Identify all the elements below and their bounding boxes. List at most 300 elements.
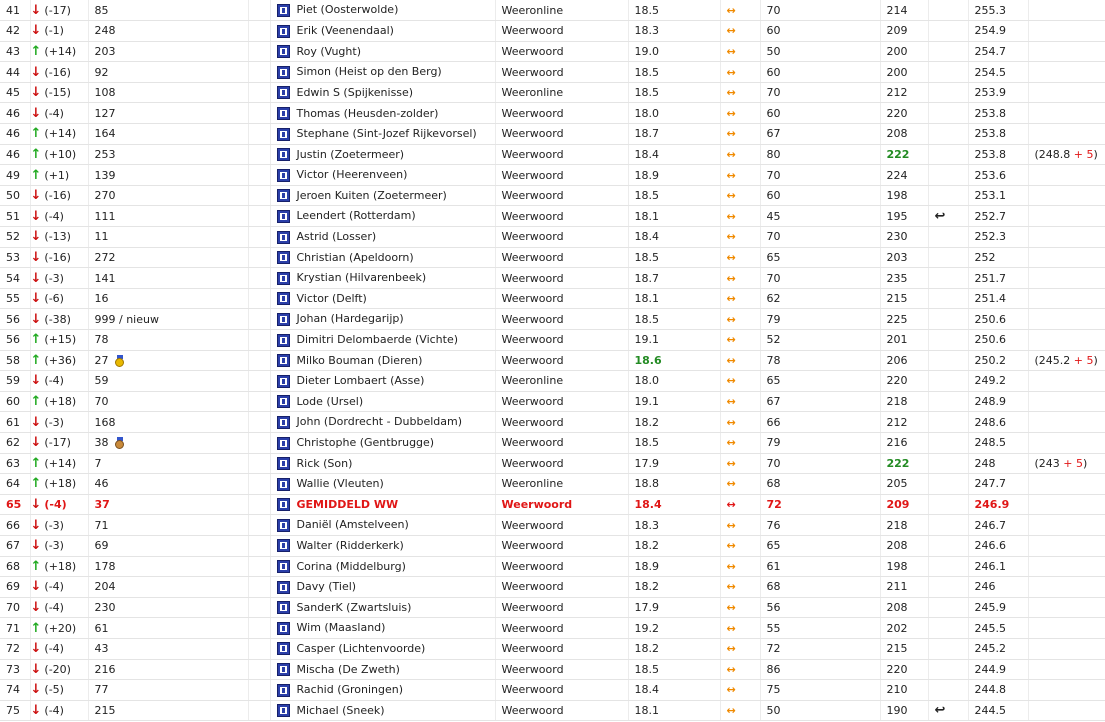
temp-icon-cell [720,144,760,165]
previous-rank-cell [88,515,248,536]
table-row [0,474,1105,495]
participant-cell[interactable] [270,618,495,639]
bonus-cell [1028,391,1105,412]
participant-cell[interactable] [270,474,495,495]
temperature-cell: 18.4 [628,227,720,248]
temperature-cell: 18.3 [628,21,720,42]
participant-cell[interactable] [270,247,495,268]
arrow-down-icon: ↓ [30,188,42,204]
total-cell: 253.9 [968,82,1028,103]
table-row [0,412,1105,433]
temperature-cell: 18.9 [628,165,720,186]
flag-cell [248,618,270,639]
score-cell: 216 [880,432,928,453]
participant-cell[interactable] [270,577,495,598]
rank-cell: 66 [0,515,30,536]
total-cell: 255.3 [968,0,1028,21]
temperature-cell: 18.2 [628,412,720,433]
participant-cell[interactable] [270,227,495,248]
temperature-cell: 18.5 [628,432,720,453]
flag-cell [248,391,270,412]
participant-cell[interactable] [270,535,495,556]
flag-cell [248,659,270,680]
left-right-arrow-icon: ↔ [726,518,736,532]
previous-rank-cell [88,309,248,330]
rank-change: (-4) [44,374,64,388]
rank-cell: 45 [0,82,30,103]
source-cell: Weerwoord [495,391,628,412]
source-cell: Weerwoord [495,535,628,556]
flag-icon [277,128,290,141]
wind-cell: 78 [760,350,880,371]
left-right-arrow-icon: ↔ [726,415,736,429]
total-cell: 245.2 [968,638,1028,659]
participant-name[interactable]: Victor (Heerenveen) [296,168,408,182]
participant-name[interactable]: Leendert (Rotterdam) [296,209,416,223]
participant-cell[interactable] [270,144,495,165]
participant-cell[interactable] [270,309,495,330]
score-cell: 220 [880,659,928,680]
flag-icon [277,251,290,264]
flag-cell [248,124,270,145]
temp-icon-cell [720,247,760,268]
total-cell: 253.8 [968,103,1028,124]
previous-rank-cell [88,556,248,577]
wind-cell: 70 [760,227,880,248]
left-right-arrow-icon: ↔ [726,601,736,615]
previous-rank-cell [88,206,248,227]
previous-rank-cell [88,165,248,186]
bonus-cell [1028,124,1105,145]
temperature-cell: 18.7 [628,268,720,289]
arrow-down-icon: ↓ [30,2,42,18]
flag-icon [277,4,290,17]
participant-name[interactable]: Rick (Son) [296,456,353,470]
participant-cell[interactable] [270,391,495,412]
participant-name[interactable]: Victor (Delft) [296,291,367,305]
temp-icon-cell [720,288,760,309]
rank-change: (-3) [44,415,64,429]
temperature-cell: 18.2 [628,638,720,659]
left-right-arrow-icon: ↔ [726,168,736,182]
participant-name[interactable]: Corina (Middelburg) [296,559,406,573]
participant-name[interactable]: Casper (Lichtenvoorde) [296,641,426,655]
flag-icon [277,560,290,573]
left-right-arrow-icon: ↔ [726,353,736,367]
table-row [0,0,1105,21]
source-cell: Weerwoord [495,206,628,227]
flag-cell [248,309,270,330]
left-right-arrow-icon: ↔ [726,271,736,285]
previous-rank-cell [88,535,248,556]
return-arrow-icon: ↩ [934,208,946,224]
previous-rank: 77 [94,683,109,697]
bonus-cell [1028,535,1105,556]
flag-cell [248,350,270,371]
source-cell: Weerwoord [495,453,628,474]
arrow-up-icon: ↑ [30,620,42,636]
temp-icon-cell [720,412,760,433]
participant-name[interactable]: Daniël (Amstelveen) [296,518,409,532]
temperature-cell: 18.4 [628,494,720,515]
return-arrow-icon: ↩ [934,702,946,718]
participant-name[interactable]: Stephane (Sint-Jozef Rijkevorsel) [296,127,477,141]
rank-cell: 43 [0,41,30,62]
source-cell: Weerwoord [495,597,628,618]
change-cell [30,144,88,165]
total-cell: 250.6 [968,330,1028,351]
table-row [0,577,1105,598]
participant-cell[interactable] [270,494,495,515]
temperature-cell: 17.9 [628,453,720,474]
participant-name[interactable]: Walter (Ridderkerk) [296,538,404,552]
participant-name[interactable]: Erik (Veenendaal) [296,24,394,38]
participant-name[interactable]: Jeroen Kuiten (Zoetermeer) [296,188,447,202]
participant-cell[interactable] [270,453,495,474]
wind-cell: 65 [760,371,880,392]
previous-rank: 216 [94,662,116,676]
participant-name[interactable]: Davy (Tiel) [296,580,357,594]
participant-name[interactable]: Christophe (Gentbrugge) [296,436,435,450]
temp-icon-cell [720,41,760,62]
participant-cell[interactable] [270,556,495,577]
rank-cell: 68 [0,556,30,577]
arrow-up-icon: ↑ [30,167,42,183]
source-cell: Weerwoord [495,680,628,701]
participant-name[interactable]: Christian (Apeldoorn) [296,250,414,264]
temperature-cell: 18.2 [628,535,720,556]
change-cell [30,371,88,392]
flag-cell [248,638,270,659]
return-cell [928,144,968,165]
temp-icon-cell [720,268,760,289]
flag-icon [277,25,290,38]
bonus-cell [1028,288,1105,309]
rank-cell: 63 [0,453,30,474]
rank-change: (-4) [44,601,64,615]
participant-name[interactable]: Simon (Heist op den Berg) [296,65,442,79]
source-cell: Weerwoord [495,124,628,145]
left-right-arrow-icon: ↔ [726,333,736,347]
table-row [0,206,1105,227]
participant-cell[interactable] [270,21,495,42]
return-cell [928,453,968,474]
rank-cell: 49 [0,165,30,186]
previous-rank-cell [88,659,248,680]
bonus-cell [1028,103,1105,124]
participant-cell[interactable] [270,82,495,103]
participant-name[interactable]: Piet (Oosterwolde) [296,3,399,17]
source-cell: Weerwoord [495,577,628,598]
participant-cell[interactable] [270,185,495,206]
previous-rank: 27 [94,353,109,367]
bonus-cell [1028,597,1105,618]
rank-change: (-5) [44,683,64,697]
arrow-up-icon: ↑ [30,126,42,142]
flag-cell [248,288,270,309]
participant-name[interactable]: Dimitri Delombaerde (Vichte) [296,333,459,347]
flag-cell [248,227,270,248]
participant-name[interactable]: Wim (Maasland) [296,621,386,635]
score-cell: 235 [880,268,928,289]
total-cell: 250.6 [968,309,1028,330]
participant-cell[interactable] [270,268,495,289]
left-right-arrow-icon: ↔ [726,703,736,717]
previous-rank: 37 [94,498,110,512]
rank-change: (-38) [44,312,71,326]
score-cell: 200 [880,62,928,83]
arrow-down-icon: ↓ [30,600,42,616]
temp-icon-cell [720,206,760,227]
participant-cell[interactable] [270,0,495,21]
previous-rank: 215 [94,703,116,717]
change-cell [30,124,88,145]
bonus-plus: + 5 [1073,353,1094,367]
participant-cell[interactable] [270,206,495,227]
source-cell: Weerwoord [495,432,628,453]
previous-rank-cell [88,330,248,351]
left-right-arrow-icon: ↔ [726,456,736,470]
arrow-down-icon: ↓ [30,682,42,698]
bonus-plus: + 5 [1063,456,1084,470]
previous-rank: 11 [94,230,109,244]
temperature-cell: 19.0 [628,41,720,62]
flag-cell [248,494,270,515]
rank-cell: 42 [0,21,30,42]
source-cell: Weerwoord [495,618,628,639]
wind-cell: 86 [760,659,880,680]
participant-cell[interactable] [270,103,495,124]
flag-icon [277,622,290,635]
bonus-close: ) [1093,147,1098,161]
wind-cell: 80 [760,144,880,165]
participant-cell[interactable] [270,124,495,145]
arrow-up-icon: ↑ [30,394,42,410]
source-cell: Weeronline [495,0,628,21]
rank-cell: 73 [0,659,30,680]
participant-name[interactable]: Thomas (Heusden-zolder) [296,106,439,120]
total-cell: 248.5 [968,432,1028,453]
participant-name[interactable]: SanderK (Zwartsluis) [296,600,412,614]
participant-name[interactable]: Milko Bouman (Dieren) [296,353,423,367]
flag-icon [277,231,290,244]
arrow-up-icon: ↑ [30,146,42,162]
rank-cell: 52 [0,227,30,248]
participant-name[interactable]: Lode (Ursel) [296,394,364,408]
participant-name[interactable]: John (Dordrecht - Dubbeldam) [296,415,463,429]
total-cell: 249.2 [968,371,1028,392]
previous-rank: 164 [94,127,116,141]
wind-cell: 72 [760,494,880,515]
flag-icon [277,457,290,470]
participant-name[interactable]: Astrid (Losser) [296,230,377,244]
score-cell: 225 [880,309,928,330]
score-cell: 198 [880,185,928,206]
rank-cell: 46 [0,124,30,145]
participant-cell[interactable] [270,41,495,62]
rank-cell: 61 [0,412,30,433]
total-cell: 251.7 [968,268,1028,289]
flag-cell [248,0,270,21]
participant-cell[interactable] [270,597,495,618]
bonus-cell [1028,638,1105,659]
flag-icon [277,189,290,202]
participant-cell[interactable] [270,700,495,721]
bonus-cell [1028,577,1105,598]
participant-name[interactable]: Rachid (Groningen) [296,683,404,697]
flag-icon [277,292,290,305]
rank-change: (-17) [44,436,71,450]
participant-cell[interactable] [270,371,495,392]
return-cell [928,82,968,103]
temp-icon-cell [720,371,760,392]
score-cell: 220 [880,371,928,392]
average-row [0,494,1105,515]
temperature-cell: 18.3 [628,515,720,536]
rank-change: (+14) [44,456,77,470]
temp-icon-cell [720,494,760,515]
change-cell [30,659,88,680]
rank-cell: 58 [0,350,30,371]
wind-cell: 79 [760,309,880,330]
left-right-arrow-icon: ↔ [726,86,736,100]
flag-cell [248,103,270,124]
participant-cell[interactable] [270,432,495,453]
bonus-base: (245.2 [1034,353,1071,367]
total-cell: 254.5 [968,62,1028,83]
participant-cell[interactable] [270,680,495,701]
participant-name[interactable]: Michael (Sneek) [296,703,385,717]
score-cell: 215 [880,638,928,659]
table-row [0,515,1105,536]
table-row [0,680,1105,701]
participant-name[interactable]: Mischa (De Zweth) [296,662,400,676]
rank-cell: 72 [0,638,30,659]
bonus-cell [1028,371,1105,392]
participant-cell[interactable] [270,288,495,309]
rank-cell: 60 [0,391,30,412]
previous-rank-cell [88,103,248,124]
bonus-cell [1028,41,1105,62]
rank-change: (+20) [44,621,77,635]
change-cell [30,185,88,206]
arrow-down-icon: ↓ [30,579,42,595]
temperature-cell: 18.5 [628,185,720,206]
wind-cell: 70 [760,0,880,21]
flag-cell [248,556,270,577]
arrow-up-icon: ↑ [30,43,42,59]
previous-rank: 999 / nieuw [94,312,159,326]
bonus-cell [1028,0,1105,21]
table-row [0,659,1105,680]
wind-cell: 70 [760,165,880,186]
wind-cell: 68 [760,577,880,598]
participant-name[interactable]: Roy (Vught) [296,44,361,58]
wind-cell: 45 [760,206,880,227]
wind-cell: 70 [760,82,880,103]
score-cell: 198 [880,556,928,577]
left-right-arrow-icon: ↔ [726,374,736,388]
previous-rank: 141 [94,271,116,285]
wind-cell: 60 [760,62,880,83]
wind-cell: 70 [760,453,880,474]
participant-name[interactable]: Dieter Lombaert (Asse) [296,374,425,388]
participant-name[interactable]: Krystian (Hilvarenbeek) [296,271,427,285]
participant-cell[interactable] [270,350,495,371]
participant-name[interactable]: Edwin S (Spijkenisse) [296,85,414,99]
source-cell: Weerwoord [495,330,628,351]
rank-cell: 67 [0,535,30,556]
previous-rank-cell [88,227,248,248]
previous-rank-cell [88,638,248,659]
previous-rank: 127 [94,106,116,120]
table-row [0,309,1105,330]
participant-name[interactable]: GEMIDDELD WW [296,497,399,511]
rank-cell: 75 [0,700,30,721]
change-cell [30,0,88,21]
flag-icon [277,539,290,552]
previous-rank: 7 [94,456,102,470]
participant-cell[interactable] [270,659,495,680]
score-cell: 203 [880,247,928,268]
arrow-down-icon: ↓ [30,661,42,677]
participant-name[interactable]: Johan (Hardegarijp) [296,312,404,326]
participant-cell[interactable] [270,330,495,351]
change-cell [30,206,88,227]
participant-cell[interactable] [270,165,495,186]
flag-cell [248,21,270,42]
temperature-cell: 18.5 [628,82,720,103]
score-cell: 218 [880,515,928,536]
table-row [0,41,1105,62]
rank-change: (+1) [44,168,70,182]
total-cell: 245.9 [968,597,1028,618]
left-right-arrow-icon: ↔ [726,250,736,264]
participant-cell[interactable] [270,515,495,536]
previous-rank: 78 [94,333,109,347]
table-row [0,21,1105,42]
previous-rank: 248 [94,24,116,38]
left-right-arrow-icon: ↔ [726,477,736,491]
change-cell [30,474,88,495]
arrow-down-icon: ↓ [30,414,42,430]
bonus-cell [1028,474,1105,495]
participant-cell[interactable] [270,638,495,659]
previous-rank-cell [88,597,248,618]
change-cell [30,700,88,721]
return-cell [928,412,968,433]
previous-rank: 108 [94,86,116,100]
return-cell [928,577,968,598]
temp-icon-cell [720,185,760,206]
participant-cell[interactable] [270,62,495,83]
source-cell: Weerwoord [495,288,628,309]
return-cell [928,330,968,351]
participant-name[interactable]: Justin (Zoetermeer) [296,147,405,161]
return-cell [928,227,968,248]
arrow-down-icon: ↓ [30,373,42,389]
previous-rank-cell [88,288,248,309]
rank-change: (+18) [44,559,77,573]
participant-cell[interactable] [270,412,495,433]
return-cell [928,700,968,721]
arrow-down-icon: ↓ [30,517,42,533]
previous-rank: 70 [94,395,109,409]
flag-icon [277,478,290,491]
score-cell: 202 [880,618,928,639]
return-cell [928,288,968,309]
participant-name[interactable]: Wallie (Vleuten) [296,477,384,491]
